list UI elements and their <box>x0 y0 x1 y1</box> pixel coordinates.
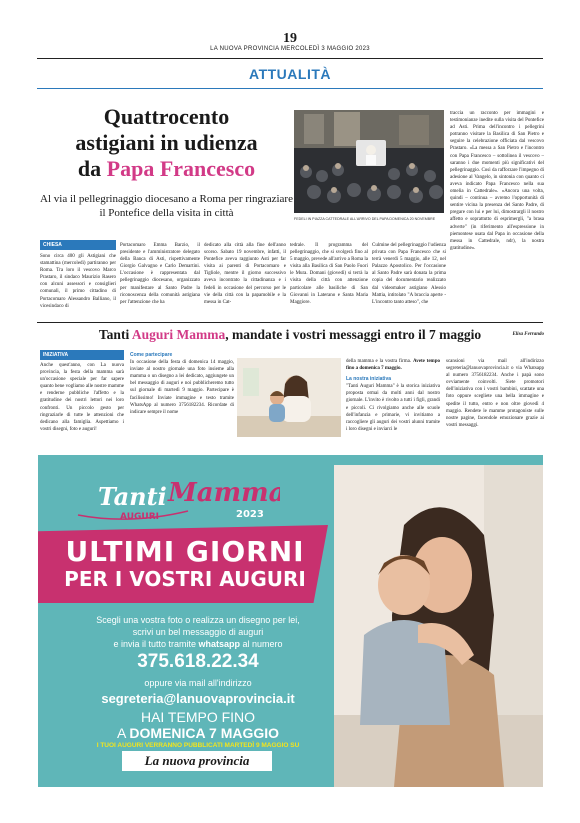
article-headline <box>40 104 293 182</box>
subhead-nostra-iniziativa: La nostra iniziativa <box>346 376 392 383</box>
article2-column-4: scansioni via mail all'indirizzo segreteria@lanuovaprovincia.it o via Whatsapp al numero 3756182234. Anche i papà sono ovviamente coinvolti. Siete promotori dell'iniziativa con i vostri bambini, scattate una foto oppure scegliete una bella immagine e spedite il tutto, entro e non oltre giovedì 4 maggio. Rendete le mamme protagoniste sulle nostre pagine, facendole emozionare grazie ai vostri messaggi. <box>446 359 544 428</box>
photo-caption: FEDELI IN PIAZZA CATTEDRALE ALL'ARRIVO DEL PAPA DOMENICA 20 NOVEMBRE <box>294 217 436 221</box>
mother-child-photo <box>237 358 341 437</box>
ad-headline-1: ULTIMI GIORNI <box>65 535 305 568</box>
pope-crowd-photo <box>294 110 444 213</box>
ad-instruction-1: Scegli una vostra foto o realizza un disegno per lei, <box>96 615 300 625</box>
article2-column-1: Anche quest'anno, con La nuova provincia, la festa della mamma sarà un'occasione speciale per far sapere quanto bene vogliamo alle nostre mamme e renderne pubbliche l'affetto e la gratitudine dei nostri lettori nei loro confronti. Un piccolo gesto per ringraziarle di tutte le attenzioni che dedicano alla famiglia. Aspettiamo i vostri disegni, foto e auguri! <box>40 363 124 432</box>
logo-mamma: Mamma <box>168 478 280 508</box>
logo-year: 2023 <box>236 509 264 520</box>
ad-publication-note: I TUOI AUGURI VERRANNO PUBBLICATI MARTEDÌ 9 MAGGIO SU <box>96 742 300 749</box>
tanti-auguri-mamma-logo <box>70 469 280 529</box>
headline2-pre: Tanti <box>98 327 130 342</box>
section-divider <box>37 88 543 89</box>
article2-headline <box>0 327 580 343</box>
article2-deadline-note: Avete tempo fino a domenica 7 maggio. <box>346 359 440 372</box>
mothers-day-ad <box>38 455 543 787</box>
headline-line-1: Quattrocento <box>103 104 230 129</box>
ad-deadline-2-pre: A <box>116 725 126 741</box>
article2-column-3a: della mamma e la vostra firma. <box>346 359 412 364</box>
ad-whatsapp-word: whatsapp <box>198 639 241 649</box>
ad-instruction-3 <box>38 639 358 649</box>
article-column-2: Portacomaro Emma Barzio, il presidente e l'amministratore delegato della Banca di Asti, rispettivamente Giorgio Galvagno e Carlo Demartini. L'occasione è rappresentata dal pellegrinaggio diocesano, organizzato per manifestare al Santo Padre la riconoscenza della comunità astigiana per l'attenzione che ha <box>120 243 200 305</box>
article2-column-2 <box>130 352 234 448</box>
article-column-6: traccia un racconto per immagini e testimonianze inedite sulla visita del Pontefice ad Asti. Prima dell'incontro i pellegrini potranno visitare la Basilica di San Pietro e seguire la celebrazione officiata dal vescovo Prastaro. «La messa a San Pietro e l'incontro con Papa Francesco – sottolinea il vescovo – saranno i due momenti più significativi del pellegrinaggio. Così da rafforzare l'impegno di adesione al Vangelo, in sintonia con quanto ci aveva indicato Papa Francesco nella sua omelia in Cattedrale». «Ancora una volta, quindi – continua – avremo l'opportunità di sentire vicina la presenza del Santo Padre, di pregare con lui e per lui, dimostrargli il nostro affetto e soprattutto di esprimergli, "a brasa adverte" (in riferimento all'espressione in piemontese usata dal Papa in occasione della messa in Cattedrale, ndr), la nostra gratitudine». <box>450 111 544 251</box>
page-number: 19 <box>283 31 297 46</box>
article-column-5: Culmine del pellegrinaggio l'udienza privata con Papa Francesco che si terrà venerdì 5 maggio, alle 12, nel Palazzo Apostolico. Per l'occasione al Santo Padre sarà donata la prima copia del documentario realizzato dal videomaker astigiano Alessio Mattia, intitolato "A braccia aperte - L'incontro tanto atteso", che <box>372 243 446 305</box>
article2-column-3 <box>346 358 440 448</box>
category-tag: CHIESA <box>40 240 116 250</box>
headline-da: da <box>77 156 102 181</box>
ad-instruction-2: scrivi un bel messaggio di auguri <box>132 627 264 637</box>
article-column-4: tedrale. Il programma del pellegrinaggio, che si svolgerà fino al 5 maggio, prevede all'arrivo a Roma la visita alla Basilica di San Paolo Fuori le Mura. Domani (giovedì) si terrà la visita della città con attenzione particolare alle basiliche di San Giovanni in Laterano e Santa Maria Maggiore. <box>290 243 368 305</box>
logo-tanti: Tanti <box>98 482 167 511</box>
brand-logo: La nuova provincia <box>122 751 272 771</box>
ad-deadline-date: DOMENICA 7 MAGGIO <box>129 725 280 741</box>
ad-instruction-4: oppure via mail all'indirizzo <box>144 678 252 688</box>
ad-mother-child-photo <box>334 465 543 787</box>
article-column-3: dedicato alla città alla fine dell'anno scorso. Sabato 19 novembre, infatti, il Pontefice aveva raggiunto Asti per far visita ai parenti di Portacomaro e Tigliole, mentre il giorno successivo aveva incontrato la cittadinanza e i fedeli in occasione del percorso per le vie della città con la papamobile e la messa in Cat- <box>204 243 286 305</box>
headline-pope: Papa Francesco <box>106 156 256 181</box>
article-subhead: Al via il pellegrinaggio diocesano a Roma per ringraziare il Pontefice della visita in città <box>40 193 293 219</box>
article-divider <box>37 322 543 323</box>
headline2-pink: Auguri Mamma <box>131 327 226 342</box>
ad-deadline-2 <box>38 725 358 741</box>
article2-column-3b: "Tanti Auguri Mamma" è la storica iniziativa proposta ormai da molti anni dal nostro giornale. L'invito è rivolto a tutti i figli, grandi e piccoli. Ci rivolgiamo anche alle scuole dell'infanzia e primarie, vi invitiamo a raccogliere gli auguri dei vostri alunni tramite i loro disegni e inviarci le <box>346 384 440 432</box>
subhead-come-partecipare: Come partecipare <box>130 352 173 358</box>
logo-auguri: AUGURI <box>120 512 159 522</box>
ad-instruction-3-post: al numero <box>242 639 283 649</box>
masthead: LA NUOVA PROVINCIA MERCOLEDÌ 3 MAGGIO 2023 <box>210 46 370 52</box>
headline2-post: , mandate i vostri messaggi entro il 7 maggio <box>225 327 482 342</box>
headline-line-2: astigiani in udienza <box>75 130 258 155</box>
ad-deadline-1: HAI TEMPO FINO <box>140 709 256 725</box>
article2-column-2-text: In occasione della festa di domenica 14 maggio, inviate al nostro giornale una foto insieme alla mamma o un disegno a lei dedicato, aggiungete un bel messaggio di auguri e noi pubblicheremo tutto sul giornale di martedì 9 maggio. Partecipare è facilissimo! Inviate immagine e testo tramite WhatsApp al numero 3756182234. Ricordate di indicare sempre il nome <box>130 360 234 415</box>
initiative-tag: INIZIATIVA <box>40 350 124 360</box>
ad-headline-2: PER I VOSTRI AUGURI <box>64 567 306 591</box>
article-column-1: Sono circa 400 gli Astigiani che stamattina (mercoledì) partiranno per Roma. Tra loro il vescovo Marco Prastaro, il sindaco Maurizio Rasero con alcuni assessori e consiglieri comunali, il primo cittadino di Portacomaro Alessandro Balliano, il vicesindaco di <box>40 254 116 309</box>
ad-instruction-3-pre: e invia il tutto tramite <box>113 639 196 649</box>
header-divider <box>37 58 543 59</box>
ad-phone-number: 375.618.22.34 <box>137 651 259 672</box>
section-title: ATTUALITÀ <box>249 66 331 82</box>
author-signature: Elisa Ferrando <box>512 332 544 337</box>
ad-email: segreteria@lanuovaprovincia.it <box>101 691 295 706</box>
